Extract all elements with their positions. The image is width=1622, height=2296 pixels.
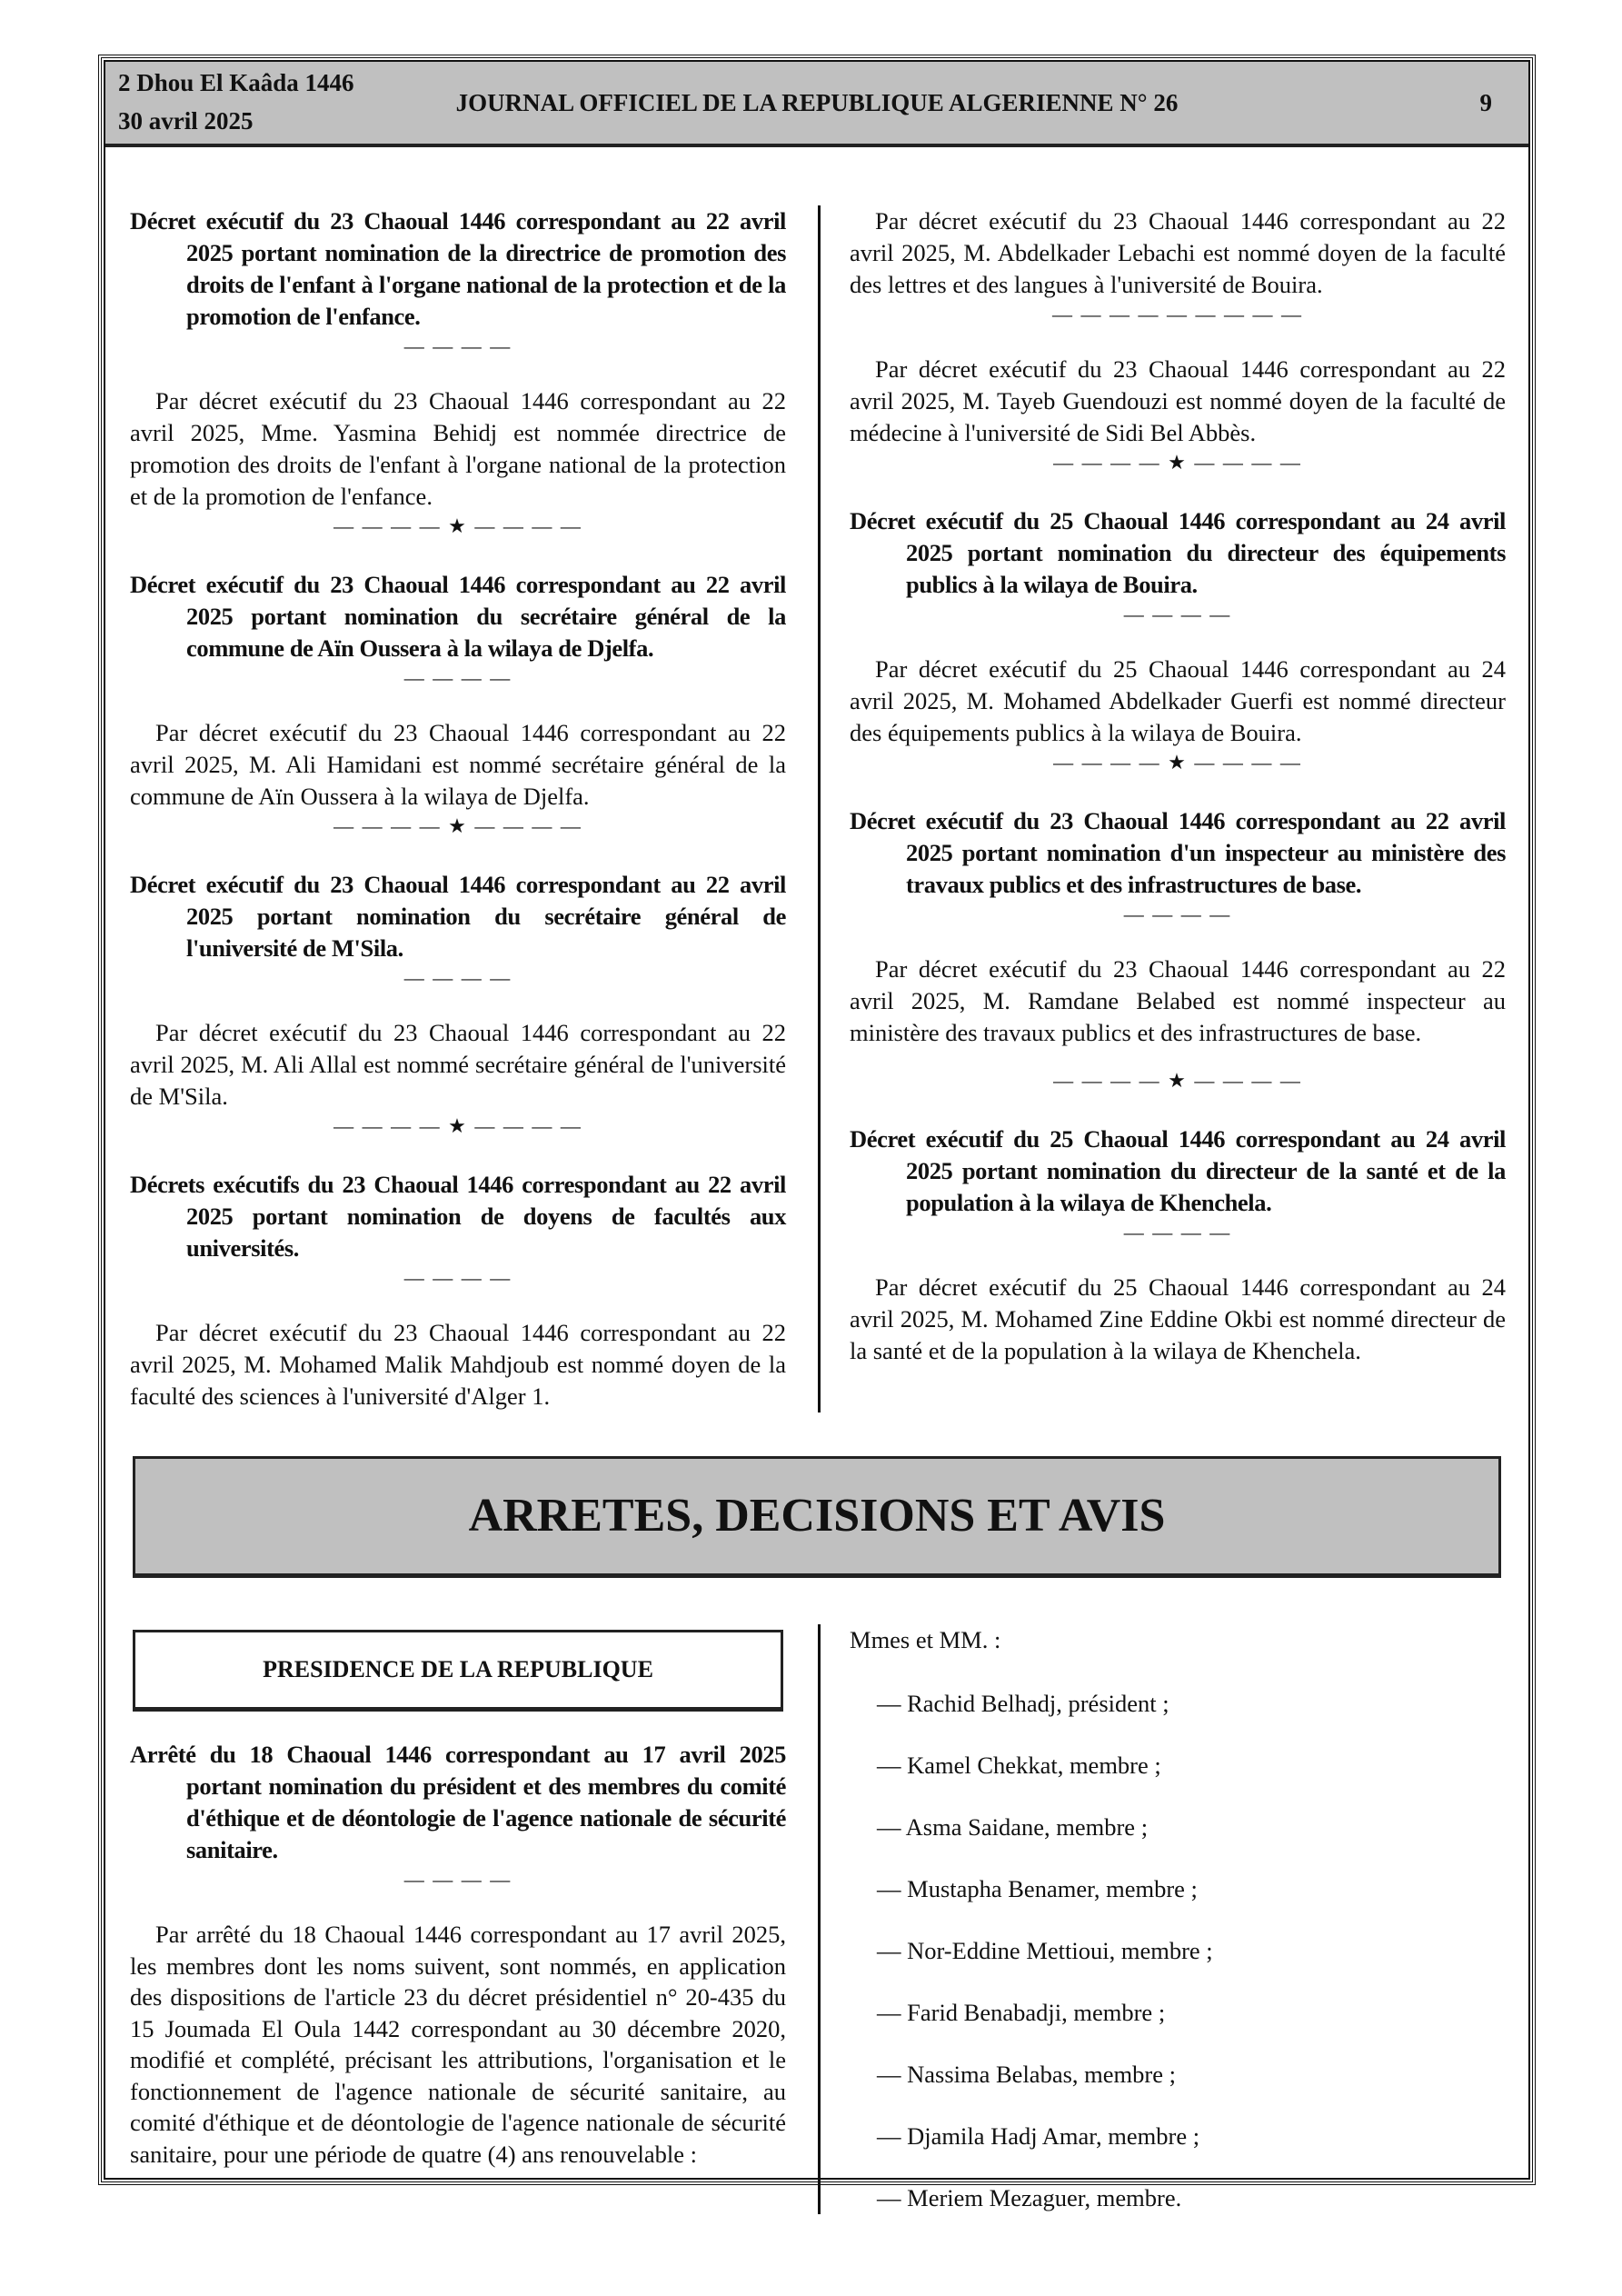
gregorian-date: 30 avril 2025 [118, 107, 254, 135]
decree-text: Par décret exécutif du 25 Chaoual 1446 correspondant au 24 avril 2025, M. Mohamed Zine Eddine Okbi est nommé directeur de la santé et de la population à la wilaya de Khenchela. [850, 1273, 1506, 1364]
member-item: — Asma Saidane, membre ; [877, 1813, 1149, 1841]
page-number: 9 [1479, 89, 1492, 116]
decree-text: Par décret exécutif du 23 Chaoual 1446 correspondant au 22 avril 2025, M. Mohamed Malik Mahdjoub est nommé doyen de la faculté des sciences à l'université d'Alger 1. [130, 1319, 786, 1410]
hijri-date: 2 Dhou El Kaâda 1446 [118, 69, 354, 96]
arrete-columns [130, 1624, 1504, 2214]
decree-heading: Décret exécutif du 23 Chaoual 1446 correspondant au 22 avril 2025 portant nomination de la directrice de promotion des droits de l'enfant à l'organe national de la protection et de la promotion de l'enfance. [130, 207, 786, 330]
decree-text: Par décret exécutif du 23 Chaoual 1446 correspondant au 22 avril 2025, Mme. Yasmina Behidj est nommée directrice de promotion des droits de l'enfant à l'organe national de la protection et de la promotion de l'enfance. [130, 387, 786, 510]
ministry-box: PRESIDENCE DE LA REPUBLIQUE [133, 1630, 783, 1712]
separator: — — — — [1123, 1221, 1232, 1243]
decree-text: Par décret exécutif du 23 Chaoual 1446 correspondant au 22 avril 2025, M. Tayeb Guendouzi est nommé doyen de la faculté de médecine à l'université de Sidi Bel Abbès. [850, 355, 1506, 446]
page-content [130, 205, 1504, 2214]
separator: — — — — [1123, 903, 1232, 925]
decree-text: Par décret exécutif du 23 Chaoual 1446 correspondant au 22 avril 2025, M. Ali Hamidani est nommé secrétaire général de la commune de Aïn Oussera à la wilaya de Djelfa. [130, 719, 786, 810]
separator: — — — — [403, 966, 512, 989]
left-column [130, 205, 786, 1413]
column-divider [818, 205, 821, 1413]
decrees-columns [130, 205, 1504, 1413]
separator: — — — — [403, 334, 512, 357]
member-item: — Farid Benabadji, membre ; [877, 1999, 1166, 2026]
arrete-heading: Arrêté du 18 Chaoual 1446 correspondant au 17 avril 2025 portant nomination du président et des membres du comité d'éthique et de déontologie de l'agence nationale de sécurité sanitaire. [130, 1741, 786, 1863]
member-item: — Nor-Eddine Mettioui, membre ; [877, 1937, 1213, 1964]
decree-text: Par décret exécutif du 23 Chaoual 1446 correspondant au 22 avril 2025, M. Ali Allal est nommé secrétaire général de l'université de M'Sila. [130, 1019, 786, 1110]
members-intro: Mmes et MM. : [850, 1626, 1001, 1653]
journal-title: JOURNAL OFFICIEL DE LA REPUBLIQUE ALGERIENNE N° 26 [455, 89, 1179, 116]
members-column [850, 1624, 1506, 2214]
separator-star: — — — — ★ — — — — [333, 814, 582, 837]
page-header [105, 62, 1528, 147]
member-item: — Mustapha Benamer, membre ; [877, 1875, 1198, 1902]
column-divider [818, 1624, 821, 2214]
left-column-bottom [130, 1624, 786, 2214]
separator: — — — — [403, 666, 512, 689]
decree-text: Par décret exécutif du 25 Chaoual 1446 correspondant au 24 avril 2025, M. Mohamed Abdelkader Guerfi est nommé directeur des équipements publics à la wilaya de Bouira. [850, 655, 1506, 746]
member-item: — Meriem Mezaguer, membre. [877, 2184, 1182, 2211]
decree-text: Par décret exécutif du 23 Chaoual 1446 correspondant au 22 avril 2025, M. Abdelkader Lebachi est nommé doyen de la faculté des lettres et des langues à l'université de Bouira. [850, 207, 1506, 298]
member-item: — Djamila Hadj Amar, membre ; [877, 2122, 1200, 2150]
separator-star: — — — — ★ — — — — [1053, 751, 1302, 774]
decree-text: Par décret exécutif du 23 Chaoual 1446 correspondant au 22 avril 2025, M. Ramdane Belabed est nommé inspecteur au ministère des travaux publics et des infrastructures de base. [850, 955, 1506, 1046]
section-banner: ARRETES, DECISIONS ET AVIS [133, 1456, 1501, 1578]
member-item: — Nassima Belabas, membre ; [877, 2061, 1176, 2088]
member-item: — Kamel Chekkat, membre ; [877, 1752, 1161, 1779]
decree-heading: Décret exécutif du 23 Chaoual 1446 correspondant au 22 avril 2025 portant nomination du secrétaire général de la commune de Aïn Oussera à la wilaya de Djelfa. [130, 571, 786, 662]
separator-star: — — — — ★ — — — — [1053, 451, 1302, 474]
decree-heading: Décret exécutif du 25 Chaoual 1446 correspondant au 24 avril 2025 portant nomination du directeur de la santé et de la population à la wilaya de Khenchela. [850, 1125, 1506, 1216]
separator-long: — — — — — — — — — [1052, 303, 1303, 325]
decree-heading: Décret exécutif du 23 Chaoual 1446 correspondant au 22 avril 2025 portant nomination d'un inspecteur au ministère des travaux publics et des infrastructures de base. [850, 807, 1506, 898]
right-column [850, 205, 1506, 1413]
separator: — — — — [403, 1868, 512, 1891]
decree-heading: Décret exécutif du 23 Chaoual 1446 correspondant au 22 avril 2025 portant nomination du secrétaire général de l'université de M'Sila. [130, 871, 786, 962]
separator-star: — — — — ★ — — — — [333, 514, 582, 537]
decree-heading: Décrets exécutifs du 23 Chaoual 1446 correspondant au 22 avril 2025 portant nomination de doyens de facultés aux universités. [130, 1171, 786, 1262]
separator-star: — — — — ★ — — — — [333, 1114, 582, 1137]
separator-star: — — — — ★ — — — — [1053, 1069, 1302, 1092]
separator: — — — — [403, 1266, 512, 1289]
decree-heading: Décret exécutif du 25 Chaoual 1446 correspondant au 24 avril 2025 portant nomination du directeur des équipements publics à la wilaya de Bouira. [850, 507, 1506, 598]
arrete-text: Par arrêté du 18 Chaoual 1446 correspondant au 17 avril 2025, les membres dont les noms suivent, sont nommés, en application des dispositions de l'article 23 du décret présidentiel n° 20-435 du 15 Joumada El Oula 1442 correspondant au 30 décembre 2020, modifié et complété, précisant les attributions, l'organisation et le fonctionnement de l'agence nationale de sécurité sanitaire, au comité d'éthique et de déontologie de l'agence nationale de sécurité sanitaire, pour une période de quatre (4) ans renouvelable : [130, 1921, 786, 2168]
separator: — — — — [1123, 603, 1232, 625]
member-item: — Rachid Belhadj, président ; [877, 1690, 1169, 1717]
